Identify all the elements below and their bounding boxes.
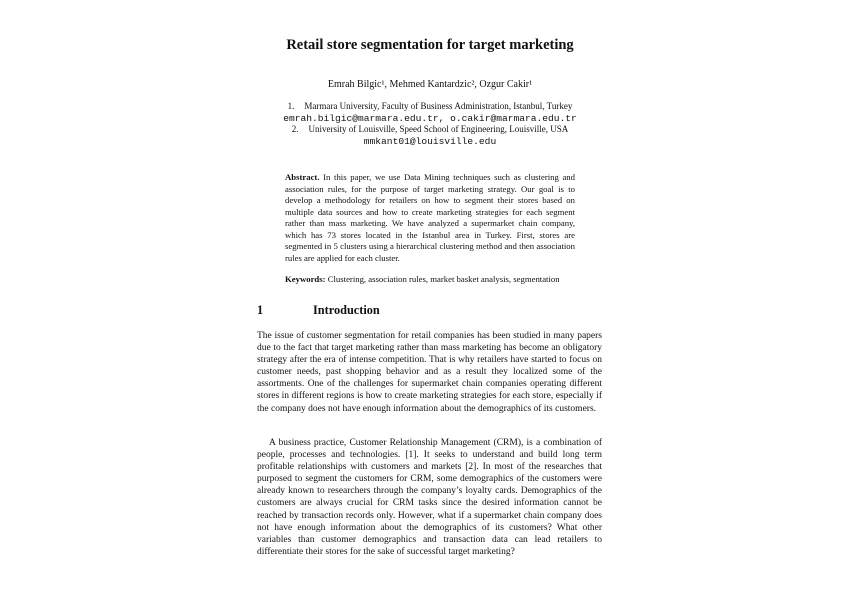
intro-paragraph-1: The issue of customer segmentation for retail companies has been studied in many papers due to the fact that target marketing rather than mass marketing has become an obligatory strategy after the era of intense competition. That is why retailers have started to focus on customer needs, past shopping behavior and as a result they localized some of the assortments. One of the challenges for supermarket chain companies operating different stores in different regions is how to create marketing strategies for each store, especially if the company does not have enough information about the demographics of its customers. — [257, 331, 602, 414]
keywords-label: Keywords: — [285, 274, 326, 284]
keywords-text: Clustering, association rules, market basket analysis, segmentation — [327, 274, 560, 284]
affiliation-2 — [0, 124, 860, 134]
affiliation-1 — [0, 101, 860, 111]
affiliation-text: Marmara University, Faculty of Business Administration, Istanbul, Turkey — [304, 101, 573, 111]
affiliation-1-email: emrah.bilgic@marmara.edu.tr, o.cakir@marmara.edu.tr — [283, 113, 577, 124]
affiliation-number: 2. — [291, 124, 299, 134]
section-title: Introduction — [313, 303, 380, 317]
affiliation-2-email: mmkant01@louisville.edu — [363, 136, 497, 147]
abstract-label: Abstract. — [285, 172, 320, 182]
keywords — [285, 274, 585, 284]
section-heading — [257, 303, 617, 318]
author-list: Emrah Bilgic¹, Mehmed Kantardzic², Ozgur Cakir¹ — [327, 79, 533, 90]
abstract — [285, 172, 575, 264]
paper-title: Retail store segmentation for target marketing — [286, 37, 574, 53]
affiliation-text: University of Louisville, Speed School of Engineering, Louisville, USA — [308, 124, 569, 134]
affiliation-number: 1. — [287, 101, 295, 111]
abstract-text: In this paper, we use Data Mining techniques such as clustering and association rules, for the purpose of target marketing strategy. Our goal is to develop a methodology for retailers on how to segment their stores based on multiple data sources and how to create marketing strategies for each segment rather than mass marketing. We have analyzed a supermarket chain company, which has 73 stores located in the Istanbul area in Turkey. First, stores are segmented in 5 clusters using a hierarchical clustering method and then association rules are applied for each cluster. — [285, 172, 575, 263]
section-number: 1 — [257, 303, 264, 317]
intro-paragraph-2: A business practice, Customer Relationship Management (CRM), is a combination of people, processes and technologies. [1]. It seeks to understand and build long term profitable relationships with customers and markets [2]. In most of the researches that purposed to segment the customers for CRM, some demographics of the customers were already known to researchers through the company’s loyalty cards. Demographics of the customers are always crucial for CRM tasks since the desired information cannot be reached by transaction records only. However, what if a supermarket chain company does not have enough information about the demographics of its customers? What other variables than customer demographics and transaction data can lead retailers to differentiate their stores for the sake of successful target marketing? — [257, 438, 602, 557]
